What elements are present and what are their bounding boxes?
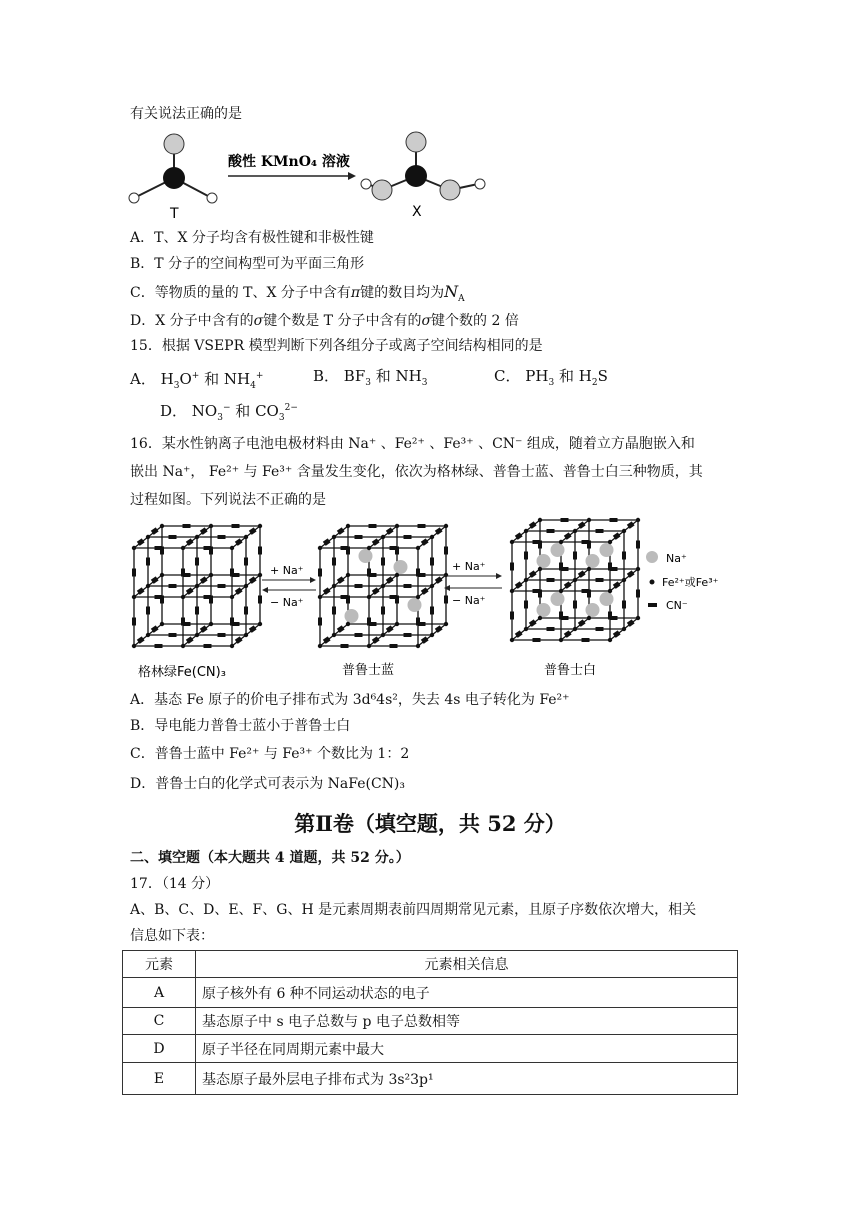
cn-ion	[181, 618, 185, 626]
fe-ion	[636, 616, 640, 620]
fe-ion	[430, 535, 434, 539]
fe-ion	[416, 546, 420, 550]
cn-ion	[404, 633, 412, 637]
cn-ion	[416, 618, 420, 626]
fe-ion	[573, 578, 577, 582]
fe-ion	[209, 573, 213, 577]
reaction-label: 酸性 KMnO₄ 溶液	[228, 154, 350, 170]
cn-ion	[395, 596, 399, 604]
cn-ion	[318, 569, 322, 577]
cn-ion	[596, 627, 604, 631]
cn-ion	[218, 535, 226, 539]
cn-ion	[538, 590, 542, 598]
cn-ion	[636, 590, 640, 598]
cn-ion	[218, 633, 226, 637]
cn-ion	[195, 558, 199, 566]
cn-ion	[587, 590, 591, 598]
cn-ion	[381, 558, 385, 566]
fe-ion	[444, 524, 448, 528]
fe-ion	[146, 633, 150, 637]
molecule-x	[361, 132, 485, 200]
fe-ion	[230, 595, 234, 599]
cube-prussian-blue	[318, 524, 448, 648]
section-heading: 二、填空题（本大题共 4 道题，共 52 分。）	[130, 850, 410, 866]
cn-ion	[538, 541, 542, 549]
fe-ion	[538, 616, 542, 620]
q16-option-d: D．普鲁士白的化学式可表示为 NaFe(CN)₃	[130, 776, 406, 792]
cn-ion	[559, 612, 563, 620]
crystal-figure	[120, 512, 740, 688]
fe-ion	[244, 584, 248, 588]
fe-ion	[209, 524, 213, 528]
fe-ion	[195, 584, 199, 588]
cn-ion	[547, 578, 555, 582]
fe-ion	[524, 627, 528, 631]
cn-ion	[169, 535, 177, 539]
q15-option-b: B． $BF_3$ 和 $NH_3$	[313, 367, 428, 388]
fe-ion	[318, 546, 322, 550]
cn-ion	[355, 584, 363, 588]
fe-ion	[381, 535, 385, 539]
cn-ion	[132, 618, 136, 626]
cn-ion	[346, 547, 350, 555]
q16-option-a: A．基态 Fe 原子的价电子排布式为 3d⁶4s²，失去 4s 电子转化为 Fe²⁺	[130, 692, 570, 708]
table-row: C 基态原子中 s 电子总数与 p 电子总数相等	[123, 1008, 738, 1035]
fe-ion	[608, 589, 612, 593]
na-ion	[408, 598, 422, 612]
cn-ion	[232, 524, 240, 528]
na-ion	[551, 543, 565, 557]
fe-ion	[258, 622, 262, 626]
cn-ion	[547, 627, 555, 631]
cn-ion	[244, 607, 248, 615]
cn-ion	[346, 596, 350, 604]
cn-ion	[533, 638, 541, 642]
cn-ion	[209, 596, 213, 604]
fe-ion	[416, 595, 420, 599]
cn-ion	[573, 552, 577, 560]
fe-ion	[181, 546, 185, 550]
cn-ion	[230, 618, 234, 626]
fe-ion	[636, 518, 640, 522]
fe-ion	[587, 616, 591, 620]
cn-ion	[195, 607, 199, 615]
na-ion	[537, 603, 551, 617]
fe-ion	[524, 578, 528, 582]
cn-ion	[622, 552, 626, 560]
fe-ion	[244, 633, 248, 637]
caption-prussian-white: 普鲁士白	[544, 663, 597, 678]
fe-ion	[209, 622, 213, 626]
cn-ion	[596, 529, 604, 533]
cn-ion	[332, 607, 336, 615]
na-ion	[359, 549, 373, 563]
cn-ion	[395, 547, 399, 555]
cn-ion	[367, 569, 371, 577]
cn-ion	[218, 584, 226, 588]
fe-ion	[538, 518, 542, 522]
cn-ion	[444, 547, 448, 555]
fe-ion	[587, 518, 591, 522]
element-info-table	[122, 950, 738, 1095]
fe-ion	[510, 589, 514, 593]
q16-line2: 嵌出 Na⁺， Fe²⁺ 与 Fe³⁺ 含量发生变化，依次为格林绿、普鲁士蓝、普鲁士白三种物质，其	[130, 464, 703, 480]
arrow-left-icon	[444, 585, 450, 591]
fe-ion	[608, 638, 612, 642]
fe-ion	[524, 529, 528, 533]
cn-ion	[418, 524, 426, 528]
fe-ion	[395, 622, 399, 626]
cn-ion	[341, 644, 349, 648]
svg-text:+ Na⁺: + Na⁺	[452, 560, 486, 573]
fe-ion	[587, 567, 591, 571]
arrow-1	[262, 564, 316, 609]
q14-option-d: D．X 分子中含有的σ键个数是 T 分子中含有的σ键个数的 2 倍	[130, 313, 519, 329]
fe-ion	[230, 546, 234, 550]
fe-ion	[636, 567, 640, 571]
cn-ion	[169, 584, 177, 588]
fe-ion	[332, 535, 336, 539]
cn-ion	[610, 518, 618, 522]
q16-option-c: C．普鲁士蓝中 Fe²⁺ 与 Fe³⁺ 个数比为 1：2	[130, 746, 410, 762]
svg-text:+ Na⁺: + Na⁺	[270, 564, 304, 577]
legend-fe-icon	[650, 580, 655, 585]
q16-line1: 16．某水性钠离子电池电极材料由 Na⁺ 、Fe²⁺ 、Fe³⁺ 、CN⁻ 组成，随着立方晶胞嵌入和	[130, 436, 695, 452]
fe-ion	[608, 540, 612, 544]
q15-option-c: C． $PH_3$ 和 $H_2S$	[494, 367, 608, 388]
caption-prussian-blue: 普鲁士蓝	[342, 663, 395, 678]
fe-ion	[230, 644, 234, 648]
fe-ion	[430, 584, 434, 588]
cn-ion	[183, 524, 191, 528]
fe-ion	[367, 644, 371, 648]
cn-ion	[582, 638, 590, 642]
cn-ion	[524, 552, 528, 560]
cn-ion	[146, 607, 150, 615]
fe-ion	[559, 638, 563, 642]
cn-ion	[230, 569, 234, 577]
svg-text:− Na⁺: − Na⁺	[270, 596, 304, 609]
legend-na-icon	[646, 551, 658, 563]
cn-ion	[559, 563, 563, 571]
cn-ion	[160, 547, 164, 555]
fe-ion	[622, 529, 626, 533]
cn-ion	[587, 541, 591, 549]
cn-ion	[596, 578, 604, 582]
fe-ion	[132, 644, 136, 648]
label-x: X	[412, 204, 422, 220]
cn-ion	[510, 612, 514, 620]
cn-ion	[146, 558, 150, 566]
cn-ion	[169, 633, 177, 637]
cn-ion	[355, 633, 363, 637]
q15-option-a: A． $H_3O^+$ 和 $NH_4^+$	[130, 370, 264, 391]
fe-ion	[510, 540, 514, 544]
fe-ion	[244, 535, 248, 539]
cn-ion	[367, 618, 371, 626]
caption-prussian-green: 格林绿Fe(CN)₃	[138, 665, 226, 680]
cn-ion	[622, 601, 626, 609]
cn-ion	[209, 547, 213, 555]
fe-ion	[318, 644, 322, 648]
cn-ion	[404, 535, 412, 539]
svg-text:Na⁺: Na⁺	[666, 552, 687, 565]
na-ion	[586, 554, 600, 568]
fe-ion	[430, 633, 434, 637]
fe-ion	[367, 595, 371, 599]
cn-ion	[332, 558, 336, 566]
fe-ion	[622, 578, 626, 582]
fe-ion	[160, 622, 164, 626]
fe-ion	[346, 622, 350, 626]
fe-ion	[573, 529, 577, 533]
na-ion	[600, 592, 614, 606]
fe-ion	[258, 524, 262, 528]
fe-ion	[160, 573, 164, 577]
na-ion	[537, 554, 551, 568]
cn-ion	[369, 524, 377, 528]
q14-option-c: C．等物质的量的 T、X 分子中含有π键的数目均为$N_A$	[130, 282, 465, 304]
arrow-right-icon	[310, 577, 316, 583]
cn-ion	[258, 547, 262, 555]
cn-ion	[160, 596, 164, 604]
fe-ion	[160, 524, 164, 528]
na-ion	[586, 603, 600, 617]
cn-ion	[132, 569, 136, 577]
fe-ion	[395, 524, 399, 528]
cn-ion	[258, 596, 262, 604]
fe-ion	[181, 644, 185, 648]
table-row: A 原子核外有 6 种不同运动状态的电子	[123, 978, 738, 1008]
fe-ion	[332, 633, 336, 637]
q16-line3: 过程如图。下列说法不正确的是	[130, 492, 326, 508]
fe-ion	[346, 524, 350, 528]
col-info: 元素相关信息	[196, 951, 738, 978]
label-t: T	[170, 206, 179, 222]
fe-ion	[318, 595, 322, 599]
svg-text:Fe²⁺或Fe³⁺: Fe²⁺或Fe³⁺	[662, 576, 719, 589]
na-ion	[600, 543, 614, 557]
molecule-diagram	[120, 128, 500, 228]
na-ion	[551, 592, 565, 606]
cn-ion	[608, 563, 612, 571]
cn-ion	[524, 601, 528, 609]
fe-ion	[146, 584, 150, 588]
fe-ion	[258, 573, 262, 577]
fe-ion	[416, 644, 420, 648]
svg-text:CN⁻: CN⁻	[666, 599, 688, 612]
cn-ion	[561, 518, 569, 522]
fe-ion	[395, 573, 399, 577]
q14-option-a: A．T、X 分子均含有极性键和非极性键	[130, 230, 374, 246]
fe-ion	[346, 573, 350, 577]
fe-ion	[381, 584, 385, 588]
svg-text:− Na⁺: − Na⁺	[452, 594, 486, 607]
fe-ion	[573, 627, 577, 631]
cn-ion	[318, 618, 322, 626]
cn-ion	[510, 563, 514, 571]
fe-ion	[381, 633, 385, 637]
q14-intro: 有关说法正确的是	[130, 106, 242, 122]
cn-ion	[181, 569, 185, 577]
q16-option-b: B．导电能力普鲁士蓝小于普鲁士白	[130, 718, 351, 734]
cn-ion	[430, 607, 434, 615]
arrow-right-icon	[496, 573, 502, 579]
fe-ion	[132, 595, 136, 599]
cn-ion	[444, 596, 448, 604]
cn-ion	[244, 558, 248, 566]
fe-ion	[181, 595, 185, 599]
fe-ion	[444, 622, 448, 626]
cube-prussian-green	[132, 524, 262, 648]
na-ion	[345, 609, 359, 623]
cn-ion	[636, 541, 640, 549]
q14-option-b: B．T 分子的空间构型可为平面三角形	[130, 256, 365, 272]
cn-ion	[355, 535, 363, 539]
fe-ion	[622, 627, 626, 631]
cn-ion	[381, 607, 385, 615]
fe-ion	[538, 567, 542, 571]
fe-ion	[195, 633, 199, 637]
cn-ion	[155, 644, 163, 648]
q17-line2: 信息如下表：	[130, 928, 214, 944]
cn-ion	[547, 529, 555, 533]
fe-ion	[146, 535, 150, 539]
fe-ion	[559, 540, 563, 544]
cube-prussian-white	[510, 518, 640, 642]
legend-cn-icon	[648, 603, 657, 607]
part2-title: 第Ⅱ卷（填空题，共 52 分）	[294, 811, 566, 836]
cn-ion	[430, 558, 434, 566]
fe-ion	[132, 546, 136, 550]
fe-ion	[559, 589, 563, 593]
q15-option-d: D． $NO_3^-$ 和 $CO_3^{2-}$	[160, 402, 298, 423]
q17-line1: A、B、C、D、E、F、G、H 是元素周期表前四周期常见元素，且原子序数依次增大，相关	[130, 902, 697, 918]
q15-stem: 15．根据 VSEPR 模型判断下列各组分子或离子空间结构相同的是	[130, 338, 543, 354]
fe-ion	[195, 535, 199, 539]
na-ion	[394, 560, 408, 574]
table-row: D 原子半径在同周期元素中最大	[123, 1035, 738, 1063]
col-element: 元素	[123, 951, 196, 978]
arrow-2	[444, 560, 502, 607]
fe-ion	[332, 584, 336, 588]
cn-ion	[404, 584, 412, 588]
legend	[646, 551, 719, 612]
cn-ion	[608, 612, 612, 620]
arrow-right-icon	[348, 172, 356, 180]
fe-ion	[510, 638, 514, 642]
table-header-row	[123, 951, 738, 978]
fe-ion	[444, 573, 448, 577]
fe-ion	[367, 546, 371, 550]
arrow-left-icon	[262, 587, 268, 593]
cn-ion	[416, 569, 420, 577]
q17-head: 17．（14 分）	[130, 876, 220, 892]
cn-ion	[573, 601, 577, 609]
table-row: E 基态原子最外层电子排布式为 3s²3p¹	[123, 1063, 738, 1095]
cn-ion	[204, 644, 212, 648]
molecule-t	[129, 134, 217, 203]
cn-ion	[390, 644, 398, 648]
